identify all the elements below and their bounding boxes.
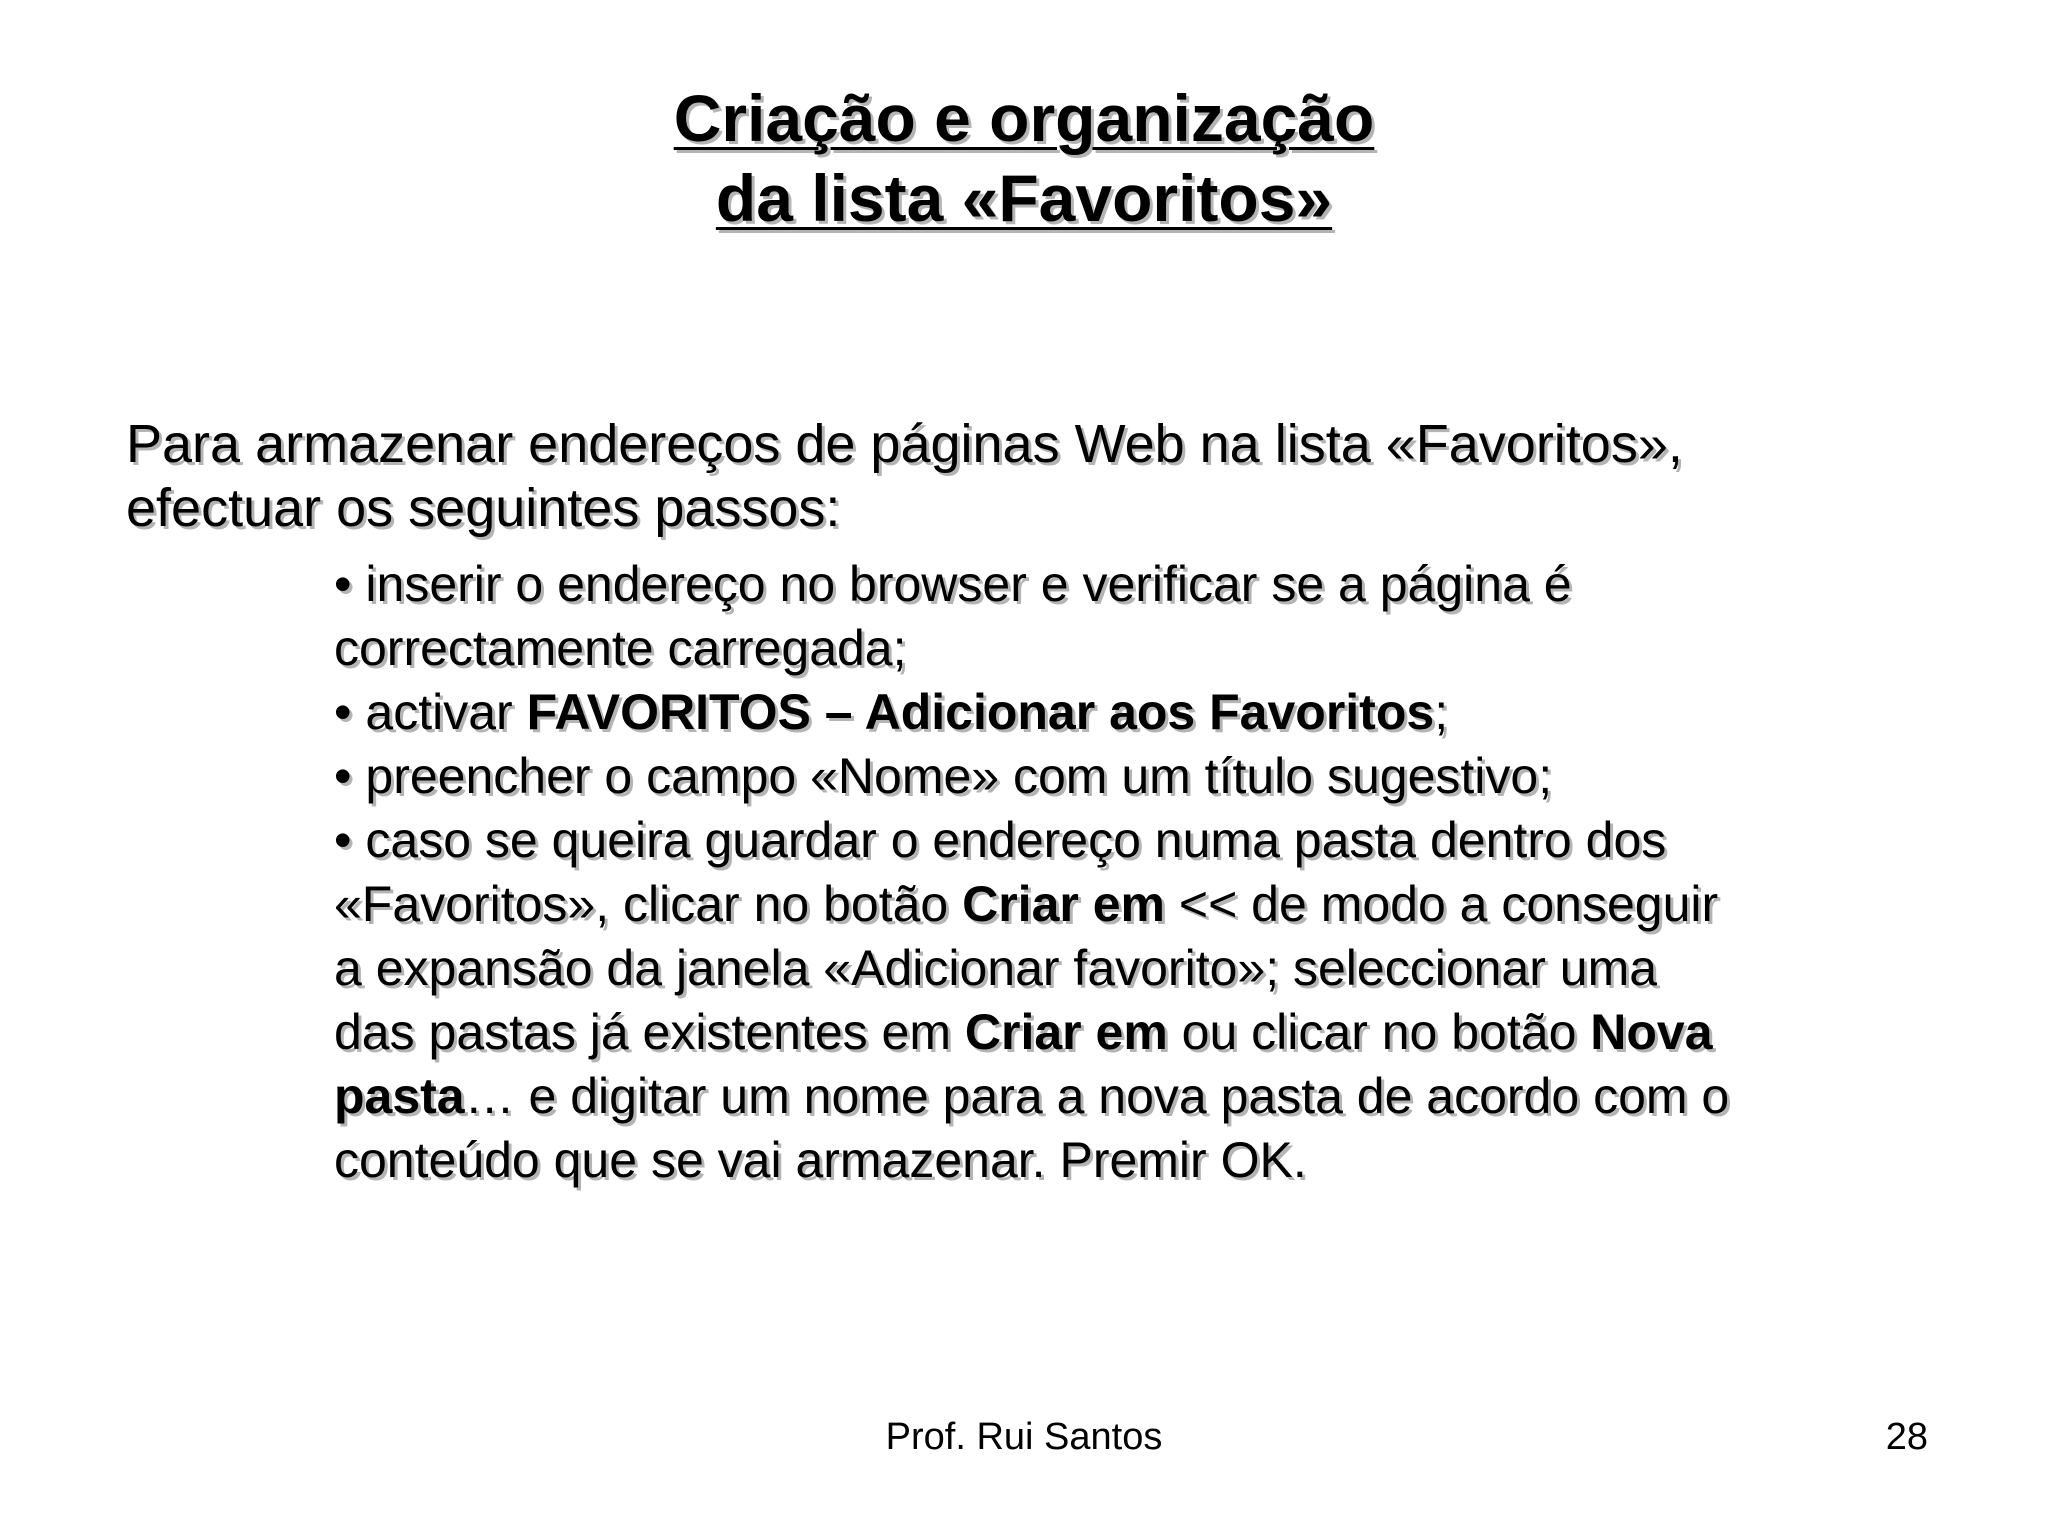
step-4-line-2 (334, 872, 1974, 936)
step-4-line-6: conteúdo que se vai armazenar. Premir OK. (334, 1132, 1307, 1188)
step-4-nova-label: Nova (1590, 1004, 1713, 1060)
step-4-line-5-text: … e digitar um nome para a nova pasta de acordo com o (464, 1068, 1730, 1124)
step-3: • preencher o campo «Nome» com um título sugestivo; (334, 748, 1553, 804)
step-4-pasta-label: pasta (334, 1068, 465, 1124)
step-4-line-1: • caso se queira guardar o endereço numa pasta dentro dos (334, 812, 1667, 868)
slide-title-line-2: da lista «Favoritos» (715, 161, 1333, 235)
intro-paragraph (126, 412, 2006, 540)
step-2-menu-path: FAVORITOS – Adicionar aos Favoritos (526, 684, 1435, 740)
intro-line-1: Para armazenar endereços de páginas Web na lista «Favoritos», (126, 414, 1683, 474)
intro-line-2: efectuar os seguintes passos: (126, 478, 841, 538)
page-number: 28 (1885, 1416, 1928, 1458)
step-4-line-5 (334, 1064, 1974, 1128)
step-4-line-4-text-a: das pastas já existentes em (334, 1004, 965, 1060)
step-4-criar-em-label: Criar em (962, 876, 1165, 932)
step-4-line-2-text-b: << de modo a conseguir (1165, 876, 1719, 932)
step-2-prefix: • activar (334, 684, 527, 740)
slide-title (0, 78, 2048, 238)
steps-list (334, 552, 1974, 1192)
step-1-line-1: • inserir o endereço no browser e verificar se a página é (334, 556, 1572, 612)
step-4-line-3: a expansão da janela «Adicionar favorito»; seleccionar uma (334, 940, 1658, 996)
step-4-line-4 (334, 1000, 1974, 1064)
step-4-line-4-text-b: ou clicar no botão (1167, 1004, 1591, 1060)
step-4-criar-em-label-2: Criar em (964, 1004, 1168, 1060)
step-2 (334, 680, 1974, 744)
slide-title-line-1: Criação e organização (673, 81, 1375, 155)
step-4-line-2-text-a: «Favoritos», clicar no botão (334, 876, 963, 932)
step-2-suffix: ; (1434, 684, 1449, 740)
step-1-line-2: correctamente carregada; (334, 620, 907, 676)
footer-author: Prof. Rui Santos (885, 1416, 1163, 1458)
